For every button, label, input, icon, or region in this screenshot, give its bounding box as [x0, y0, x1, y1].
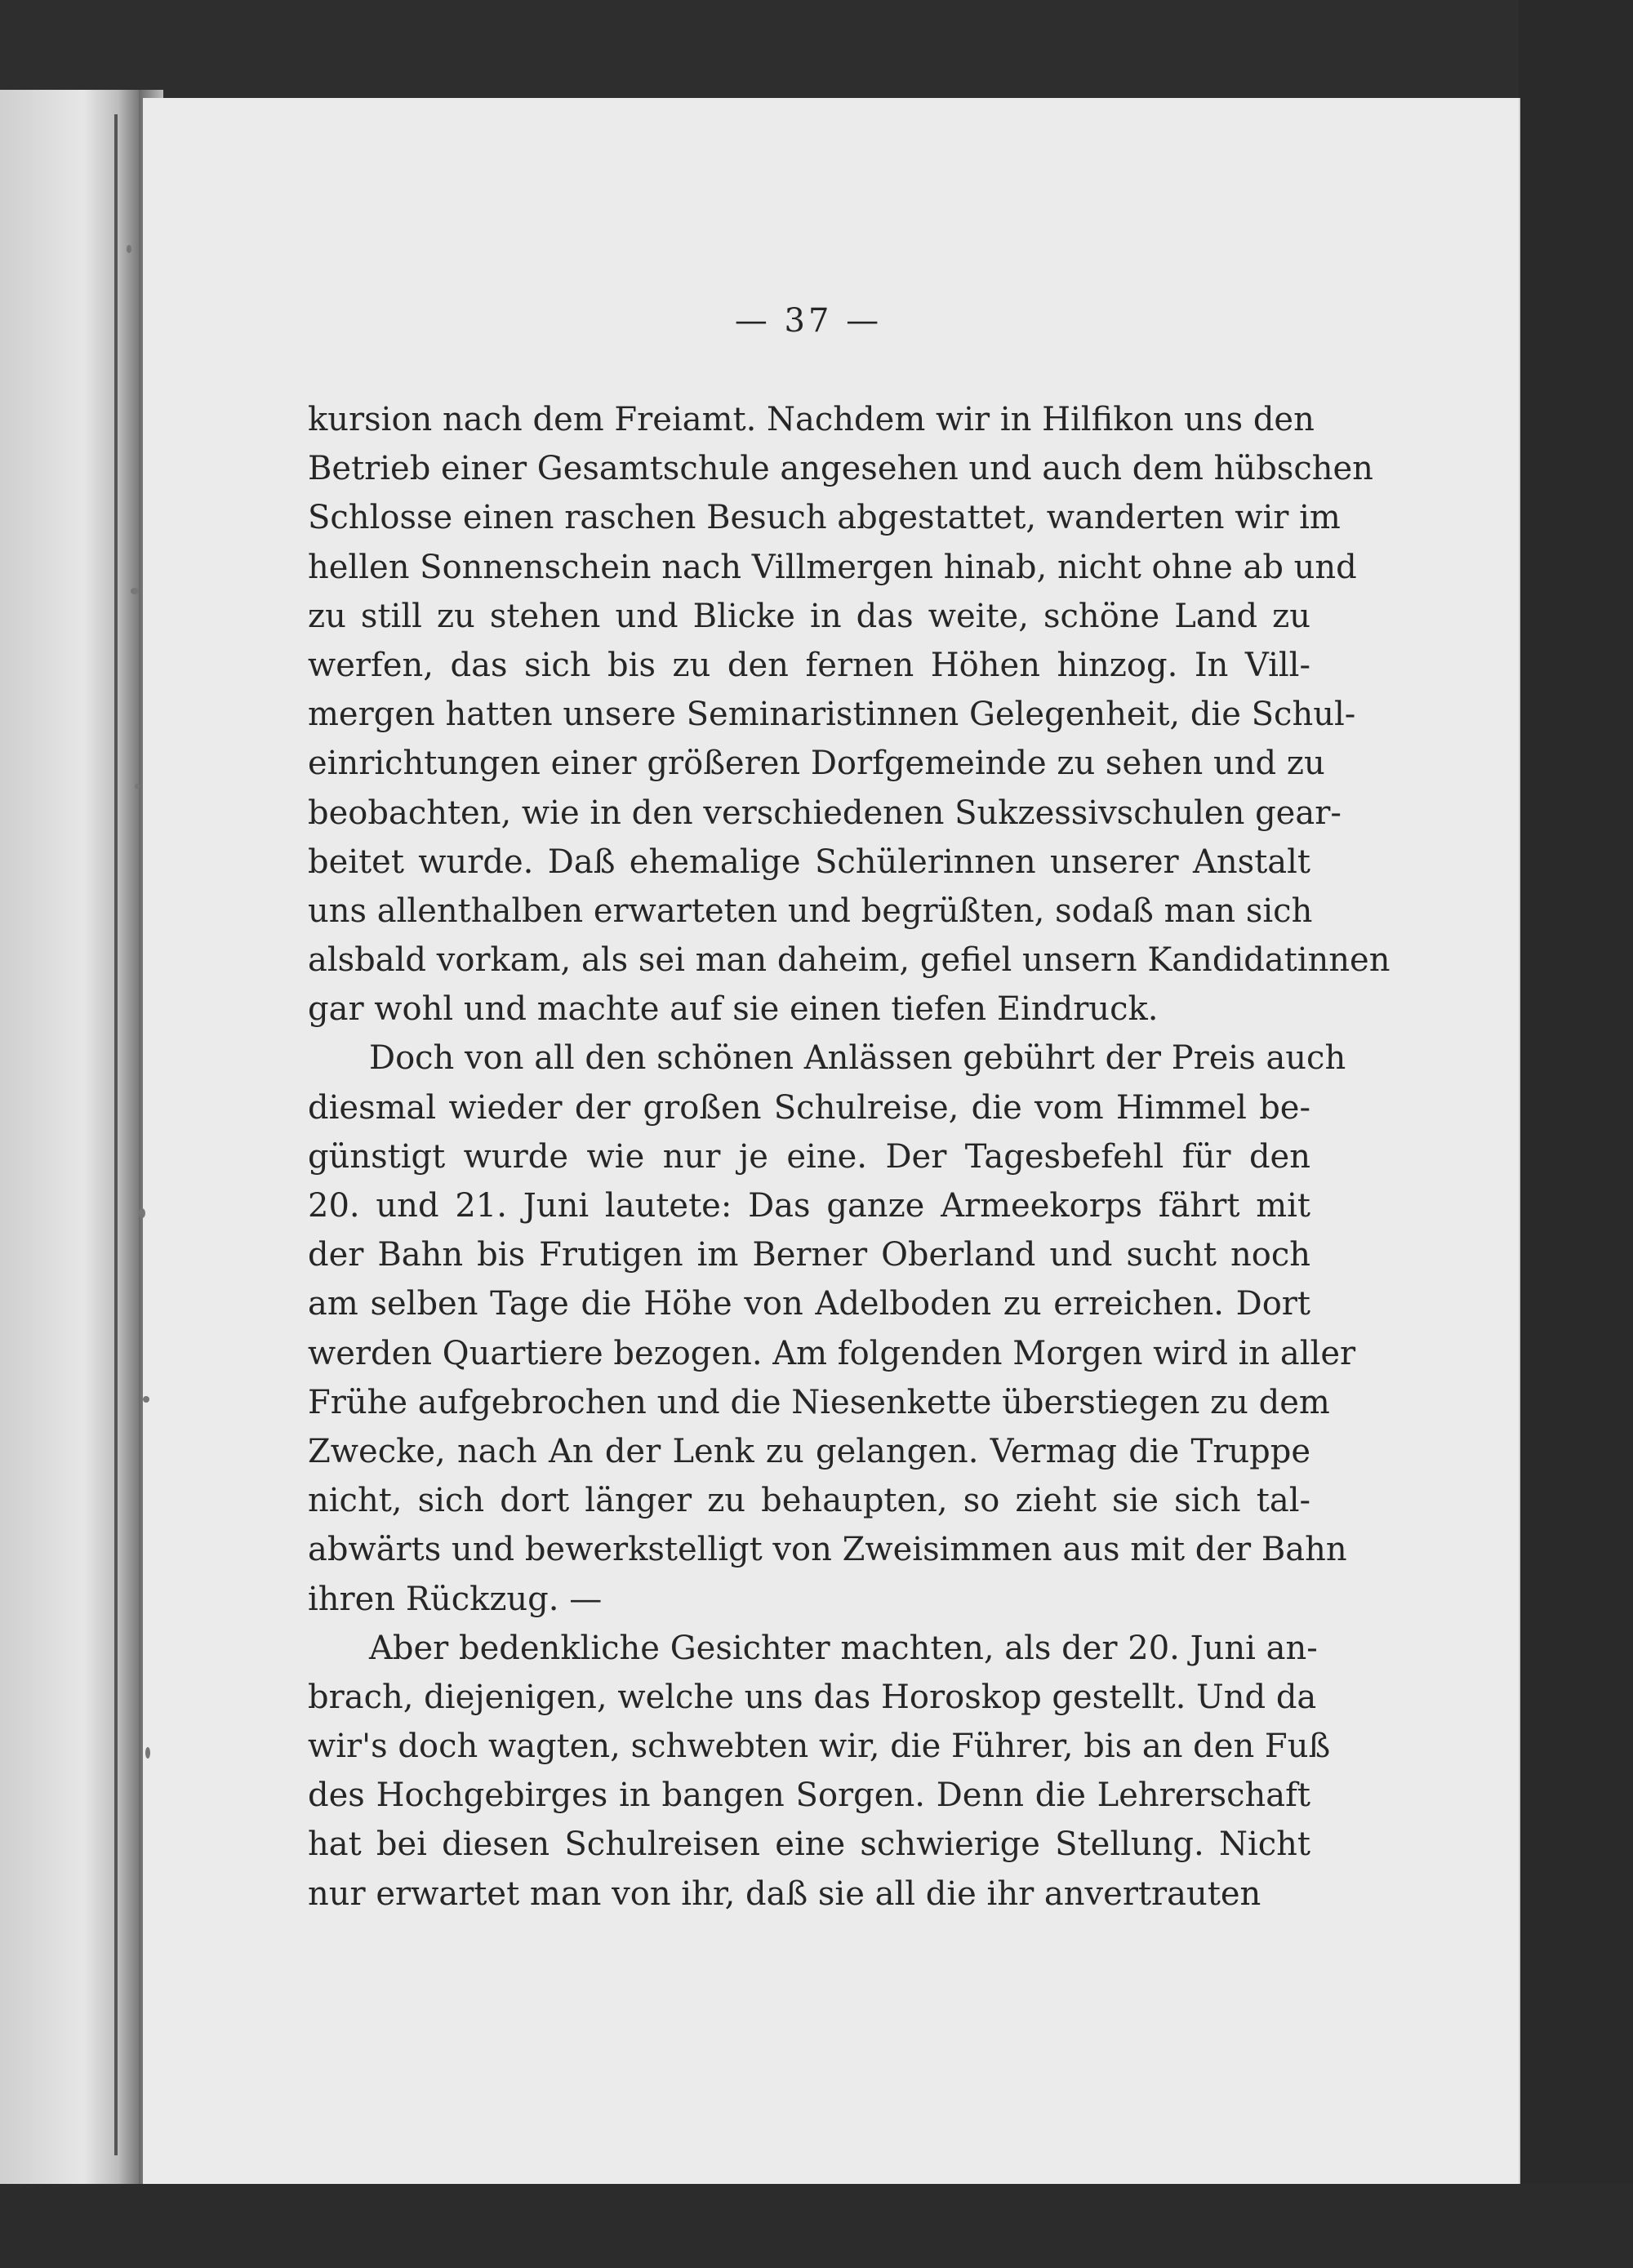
page-fold-line — [114, 114, 118, 2155]
page-number: — 37 — — [734, 302, 883, 340]
scan-background-right — [1519, 0, 1633, 2268]
text-line: werfen, das sich bis zu den fernen Höhen hinzog. In Vill- — [308, 646, 1310, 684]
text-line: brach, diejenigen, welche uns das Horoskop gestellt. Und da — [308, 1678, 1317, 1716]
text-line: alsbald vorkam, als sei man daheim, gefiel unsern Kandidatinnen — [308, 941, 1390, 980]
text-line: wir's doch wagten, schwebten wir, die Führer, bis an den Fuß — [308, 1728, 1331, 1766]
text-line: am selben Tage die Höhe von Adelboden zu erreichen. Dort — [308, 1285, 1310, 1323]
text-line: abwärts und bewerkstelligt von Zweisimmen aus mit der Bahn — [308, 1531, 1347, 1569]
scan-background-top — [0, 0, 1633, 98]
text-line: 20. und 21. Juni lautete: Das ganze Armeekorps fährt mit — [308, 1187, 1310, 1225]
text-line: Frühe aufgebrochen und die Niesenkette überstiegen zu dem — [308, 1383, 1330, 1421]
scan-speck — [135, 784, 140, 789]
text-line: Zwecke, nach An der Lenk zu gelangen. Vermag die Truppe — [308, 1432, 1310, 1470]
text-line: einrichtungen einer größeren Dorfgemeinde zu sehen und zu — [308, 745, 1325, 783]
text-line: der Bahn bis Frutigen im Berner Oberland und sucht noch — [308, 1236, 1310, 1274]
text-line: ihren Rückzug. — — [308, 1580, 603, 1618]
text-line: hat bei diesen Schulreisen eine schwierige Stellung. Nicht — [308, 1826, 1310, 1864]
scan-background-bottom — [0, 2184, 1633, 2268]
body-text — [308, 395, 1390, 1919]
previous-page-edge — [0, 90, 139, 2268]
text-line: gar wohl und machte auf sie einen tiefen Eindruck. — [308, 990, 1159, 1029]
scan-speck — [127, 245, 131, 253]
text-line: Doch von all den schönen Anlässen gebührt der Preis auch — [369, 1039, 1346, 1078]
text-line: günstigt wurde wie nur je eine. Der Tagesbefehl für den — [308, 1137, 1310, 1176]
scan-speck — [131, 588, 139, 594]
text-line: zu still zu stehen und Blicke in das weite, schöne Land zu — [308, 597, 1310, 635]
scan-speck — [143, 1396, 149, 1403]
text-line: mergen hatten unsere Seminaristinnen Gelegenheit, die Schul- — [308, 696, 1356, 734]
text-line: uns allenthalben erwarteten und begrüßten, sodaß man sich — [308, 892, 1313, 930]
text-line: diesmal wieder der großen Schulreise, die vom Himmel be- — [308, 1088, 1310, 1127]
text-line: hellen Sonnenschein nach Villmergen hinab, nicht ohne ab und — [308, 548, 1357, 586]
text-line: nicht, sich dort länger zu behaupten, so zieht sie sich tal- — [308, 1482, 1310, 1520]
text-line: nur erwartet man von ihr, daß sie all die ihr anvertrauten — [308, 1874, 1261, 1913]
text-line: kursion nach dem Freiamt. Nachdem wir in Hilfikon uns den — [308, 401, 1315, 438]
scan-speck — [145, 1747, 150, 1759]
text-line: beobachten, wie in den verschiedenen Sukzessivschulen gear- — [308, 794, 1342, 832]
text-line: werden Quartiere bezogen. Am folgenden Morgen wird in aller — [308, 1334, 1356, 1372]
text-line: Aber bedenkliche Gesichter machten, als der 20. Juni an- — [369, 1629, 1318, 1667]
text-line: beitet wurde. Daß ehemalige Schülerinnen unserer Anstalt — [308, 843, 1310, 881]
text-line: des Hochgebirges in bangen Sorgen. Denn die Lehrerschaft — [308, 1777, 1310, 1815]
scan-speck — [139, 1208, 145, 1218]
text-line: Schlosse einen raschen Besuch abgestattet, wanderten wir im — [308, 499, 1341, 537]
text-line: Betrieb einer Gesamtschule angesehen und auch dem hübschen — [308, 450, 1373, 488]
